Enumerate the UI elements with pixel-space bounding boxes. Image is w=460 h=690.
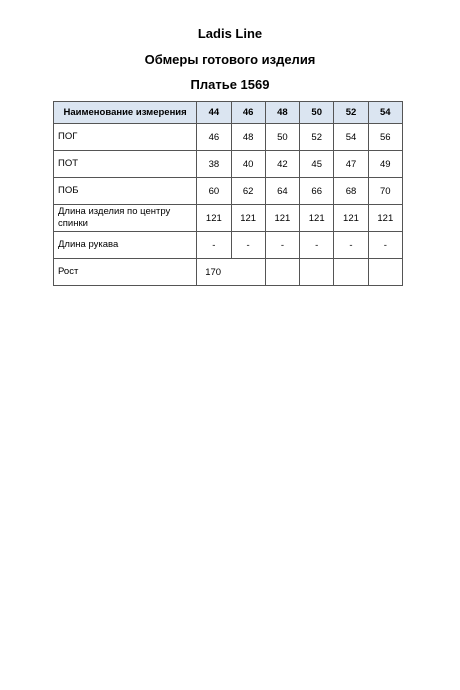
brand-title: Ladis Line [197, 26, 263, 41]
table-cell: 62 [231, 178, 265, 205]
measurements-table [53, 101, 403, 286]
table-cell: 121 [300, 205, 334, 232]
table-cell: - [265, 232, 299, 259]
table-cell: 121 [231, 205, 265, 232]
table-cell: 68 [334, 178, 368, 205]
table-cell: 49 [368, 151, 402, 178]
table-cell: - [334, 232, 368, 259]
table-cell: 45 [300, 151, 334, 178]
document-heading: Обмеры готового изделия [144, 52, 316, 67]
table-cell: 42 [265, 151, 299, 178]
table-cell-empty [368, 259, 402, 286]
row-label: Рост [54, 259, 197, 286]
header-size: 54 [368, 102, 402, 124]
table-cell: 38 [197, 151, 231, 178]
table-cell: 121 [334, 205, 368, 232]
table-cell: 40 [231, 151, 265, 178]
table-cell: 121 [368, 205, 402, 232]
table-cell: 66 [300, 178, 334, 205]
table-row [54, 205, 403, 232]
table-cell: 64 [265, 178, 299, 205]
product-title: Платье 1569 [190, 77, 270, 92]
table-cell: - [197, 232, 231, 259]
height-value: 170 [197, 259, 266, 286]
table-cell: 56 [368, 124, 402, 151]
table-cell-empty [300, 259, 334, 286]
table-row [54, 124, 403, 151]
table-header-row [54, 102, 403, 124]
table-row [54, 232, 403, 259]
row-label: Длина рукава [54, 232, 197, 259]
table-cell: - [300, 232, 334, 259]
table-cell-empty [334, 259, 368, 286]
header-size: 48 [265, 102, 299, 124]
header-measurement-name: Наименование измерения [54, 102, 197, 124]
table-cell: 50 [265, 124, 299, 151]
row-label: ПОТ [54, 151, 197, 178]
table-cell: 70 [368, 178, 402, 205]
header-size: 52 [334, 102, 368, 124]
table-row [54, 178, 403, 205]
row-label: ПОГ [54, 124, 197, 151]
header-size: 46 [231, 102, 265, 124]
table-cell: 48 [231, 124, 265, 151]
table-cell: 52 [300, 124, 334, 151]
table-cell: - [368, 232, 402, 259]
table-cell: 46 [197, 124, 231, 151]
table-row-height [54, 259, 403, 286]
table-row [54, 151, 403, 178]
table-cell: 54 [334, 124, 368, 151]
header-size: 44 [197, 102, 231, 124]
table-cell: 60 [197, 178, 231, 205]
table-cell: 121 [197, 205, 231, 232]
header-size: 50 [300, 102, 334, 124]
table-cell-empty [265, 259, 299, 286]
table-cell: 47 [334, 151, 368, 178]
table-cell: 121 [265, 205, 299, 232]
table-cell: - [231, 232, 265, 259]
row-label: ПОБ [54, 178, 197, 205]
row-label: Длина изделия по центру спинки [54, 205, 197, 232]
